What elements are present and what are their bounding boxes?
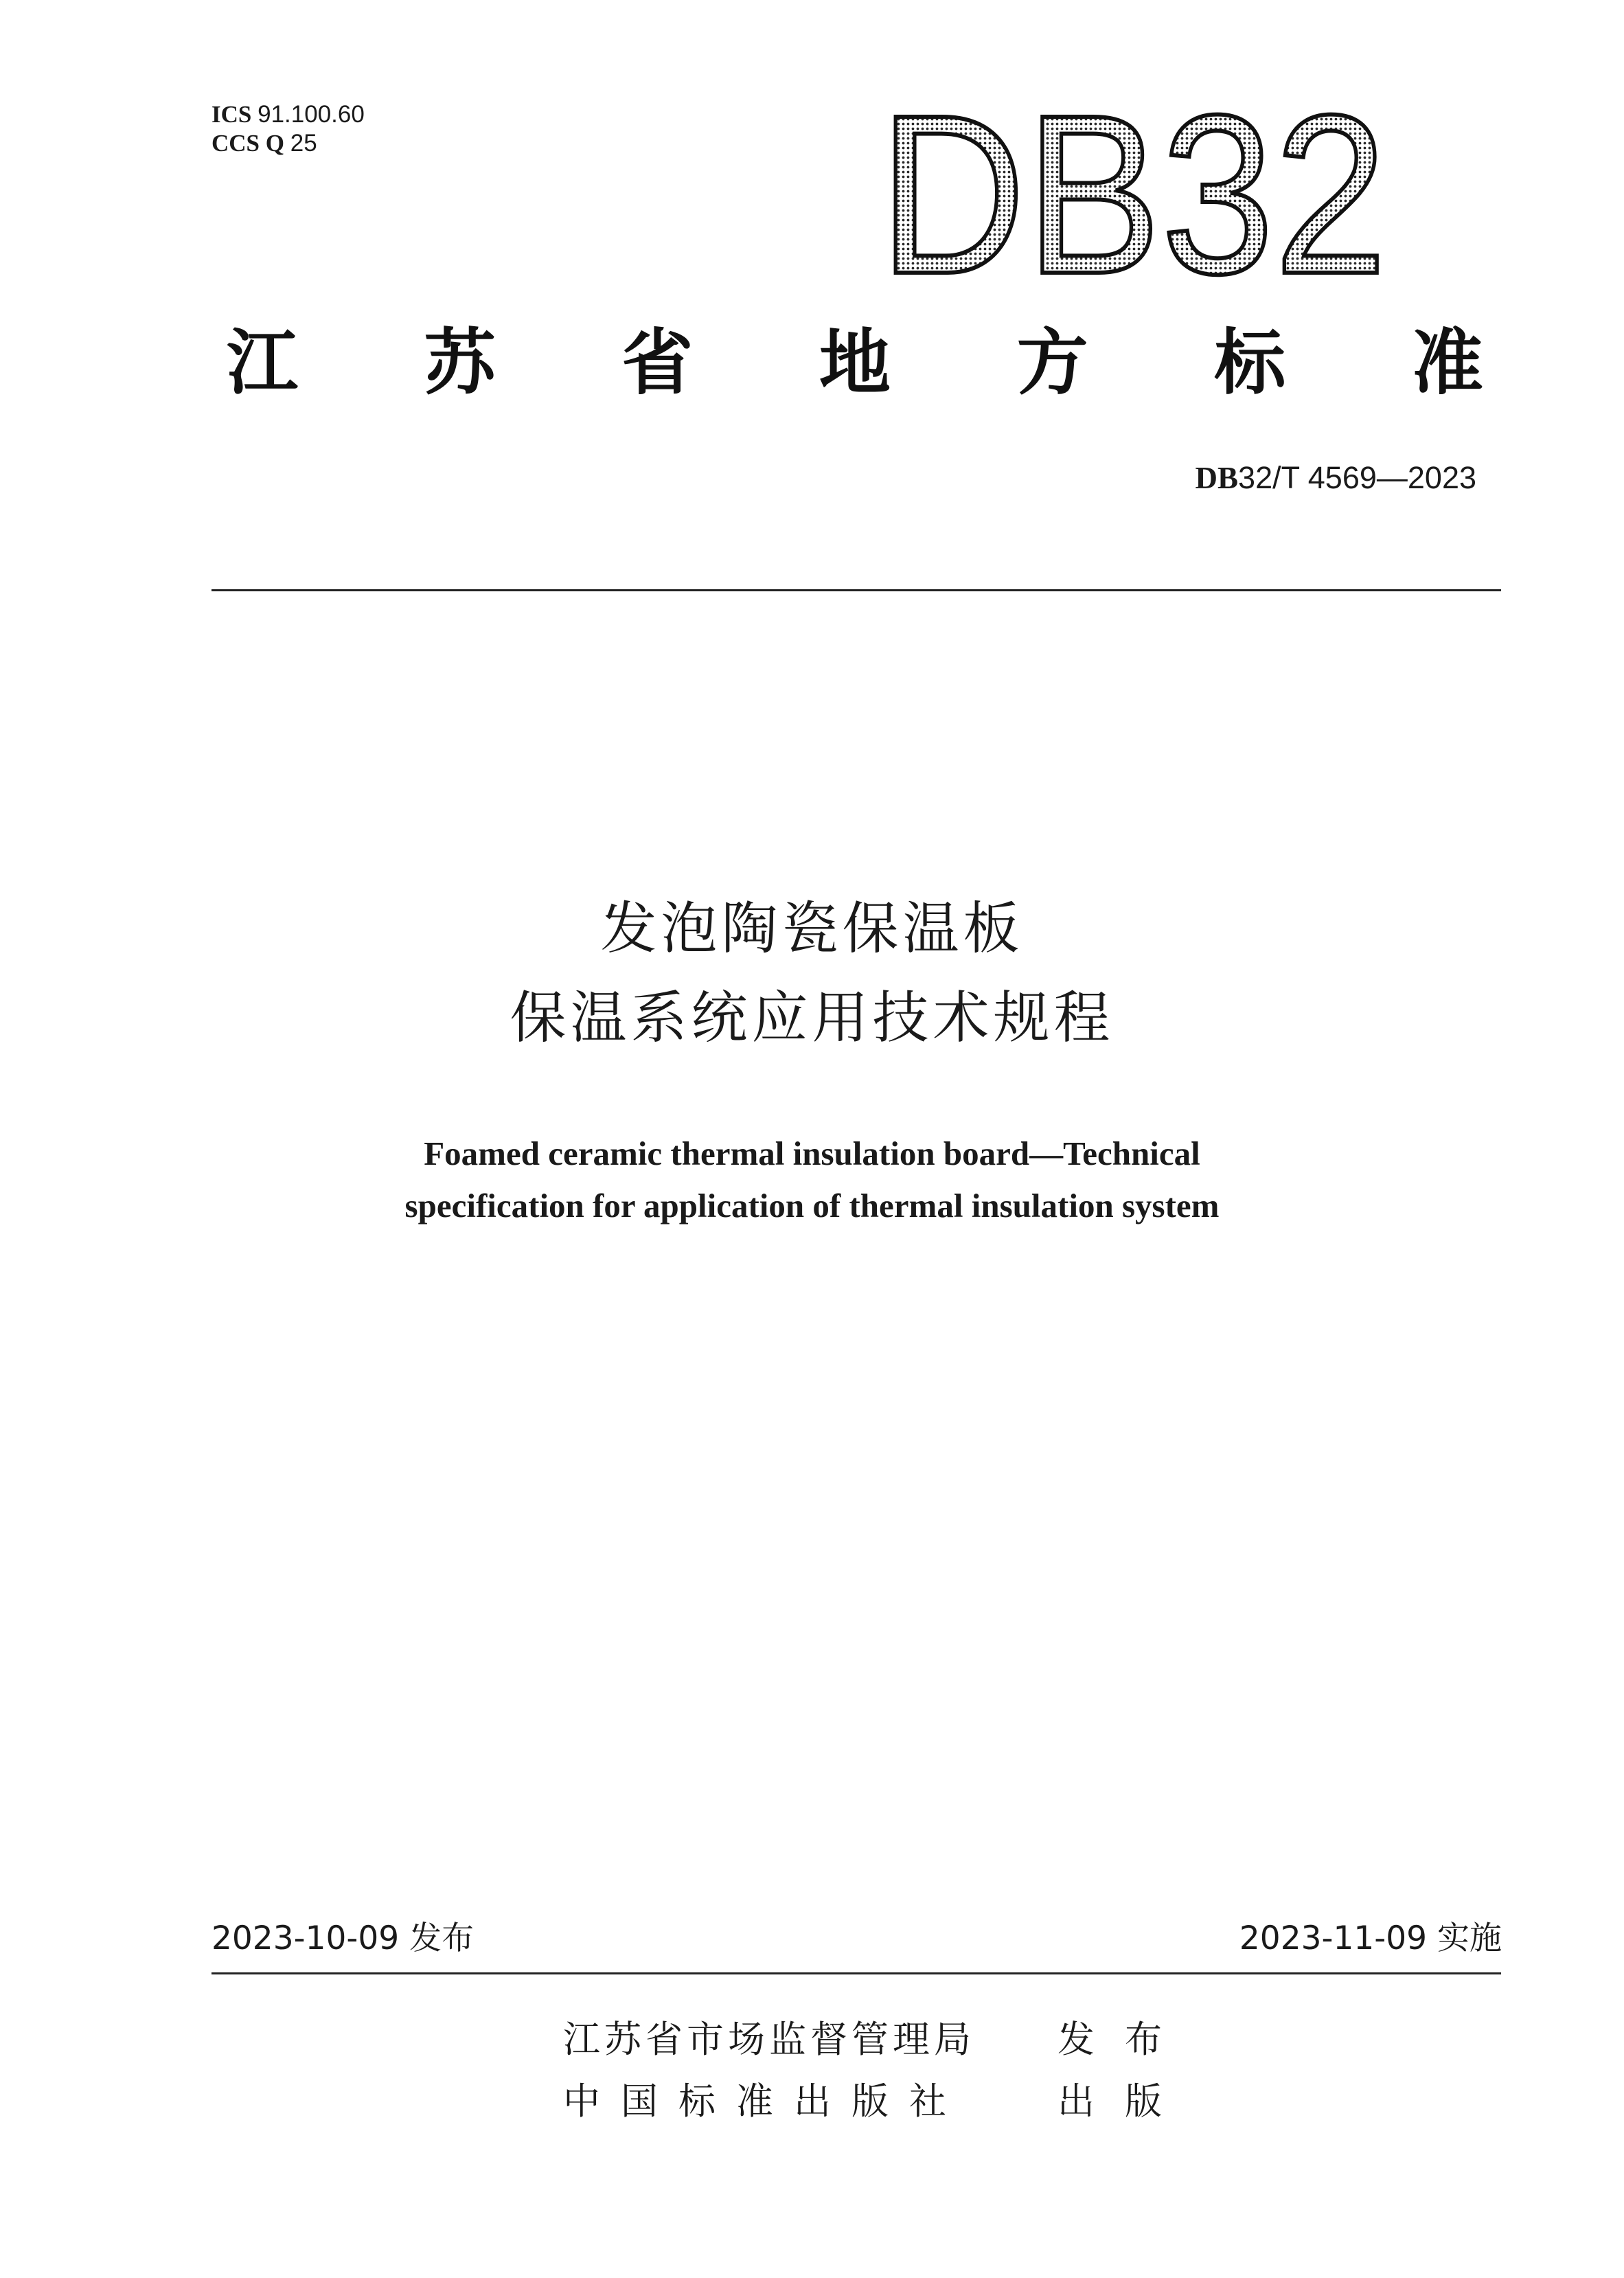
issue-date: 2023-10-09 发布 bbox=[211, 1920, 474, 1957]
printer-row bbox=[563, 2074, 1192, 2129]
printer-role: 出版 bbox=[1057, 2080, 1192, 2123]
issuer-row bbox=[563, 2012, 1192, 2067]
ics-value: 91.100.60 bbox=[258, 101, 365, 128]
standard-type-char: 苏 bbox=[424, 320, 496, 405]
ccs-value: 25 bbox=[290, 130, 317, 157]
implementation-date: 2023-11-09 实施 bbox=[1239, 1920, 1502, 1957]
bottom-divider bbox=[211, 1972, 1501, 1974]
ics-label: ICS bbox=[211, 101, 252, 128]
db32-logo bbox=[872, 93, 1394, 292]
title-cn-line1: 发泡陶瓷保温板 bbox=[600, 896, 1024, 961]
standard-number-prefix: DB bbox=[1195, 461, 1239, 495]
db32-logo-graphic bbox=[872, 93, 1394, 292]
standard-type-banner bbox=[227, 321, 1483, 404]
standard-type-char: 方 bbox=[1016, 320, 1088, 405]
standard-type-char: 省 bbox=[621, 320, 694, 405]
db32-logo-text: DB32 bbox=[879, 93, 1387, 292]
issuer-role: 发布 bbox=[1057, 2018, 1192, 2061]
standard-number-rest: 32/T 4569—2023 bbox=[1238, 460, 1476, 495]
standard-number bbox=[1196, 459, 1476, 497]
printer-name: 中国标准出版社 bbox=[563, 2080, 967, 2123]
title-en-line1: Foamed ceramic thermal insulation board—Technical bbox=[424, 1135, 1200, 1172]
ccs-line bbox=[211, 129, 365, 158]
ccs-code: Q bbox=[265, 130, 285, 157]
standard-type-char: 江 bbox=[227, 320, 299, 405]
issuer-name: 江苏省市场监督管理局 bbox=[563, 2018, 975, 2061]
ics-line bbox=[211, 100, 365, 129]
standard-type-char: 准 bbox=[1411, 320, 1483, 405]
top-divider bbox=[211, 589, 1501, 591]
standard-type-char: 标 bbox=[1214, 320, 1286, 405]
standard-type-char: 地 bbox=[819, 320, 891, 405]
ccs-label: CCS bbox=[211, 130, 260, 157]
title-en-line2: specification for application of thermal insulation system bbox=[404, 1187, 1220, 1225]
classification-codes bbox=[211, 100, 365, 158]
title-cn-line2: 保温系统应用技术规程 bbox=[510, 986, 1114, 1051]
